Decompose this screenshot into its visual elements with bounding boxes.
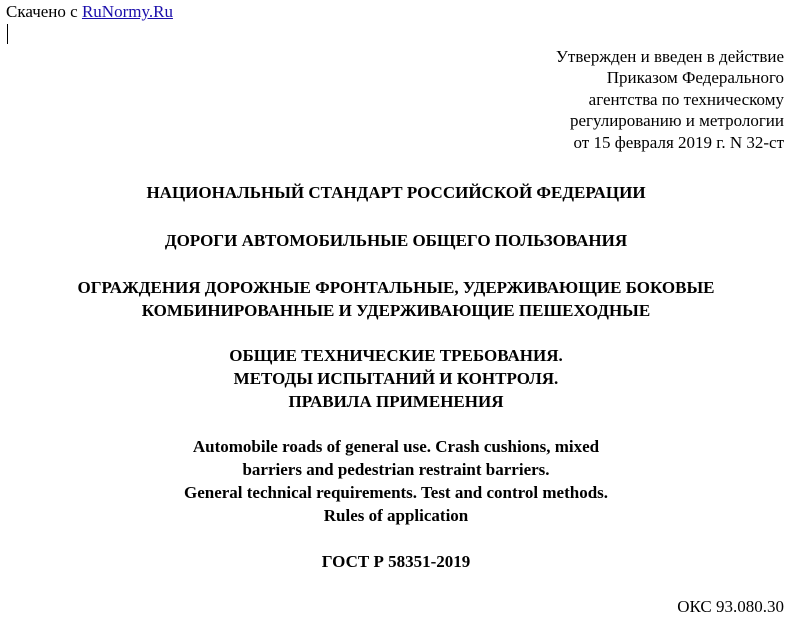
approval-line: агентства по техническому (588, 89, 784, 109)
standard-heading (0, 181, 792, 204)
approval-line: Приказом Федерального (606, 68, 784, 88)
roads-heading (0, 229, 792, 252)
barriers-heading-line: ОГРАЖДЕНИЯ ДОРОЖНЫЕ ФРОНТАЛЬНЫЕ, УДЕРЖИВАЮЩИЕ БОКОВЫЕ (77, 278, 715, 297)
approval-line: от 15 февраля 2019 г. N 32-ст (573, 132, 784, 152)
barriers-heading-line: КОМБИНИРОВАННЫЕ И УДЕРЖИВАЮЩИЕ ПЕШЕХОДНЫЕ (141, 301, 651, 320)
english-title-line: Automobile roads of general use. Crash cushions, mixed (192, 437, 600, 456)
source-link[interactable]: RuNormy.Ru (81, 2, 173, 21)
approval-block (556, 46, 784, 153)
requirements-heading (0, 344, 792, 413)
barriers-heading (0, 276, 792, 322)
requirements-heading-line: ОБЩИЕ ТЕХНИЧЕСКИЕ ТРЕБОВАНИЯ. (229, 346, 563, 365)
english-title-line: General technical requirements. Test and control methods. (183, 483, 609, 502)
gost-number-text: ГОСТ Р 58351-2019 (321, 552, 471, 571)
source-prefix: Скачено с (6, 2, 78, 21)
gost-number (0, 550, 792, 573)
approval-line: регулированию и метрологии (569, 111, 784, 131)
requirements-heading-line: МЕТОДЫ ИСПЫТАНИЙ И КОНТРОЛЯ. (233, 369, 559, 388)
source-line (6, 2, 173, 22)
english-title-line: barriers and pedestrian restraint barriers. (242, 460, 550, 479)
english-title-line: Rules of application (323, 506, 469, 525)
text-cursor (7, 24, 8, 44)
standard-heading-text: НАЦИОНАЛЬНЫЙ СТАНДАРТ РОССИЙСКОЙ ФЕДЕРАЦИИ (146, 183, 646, 202)
oks-code: ОКС 93.080.30 (677, 597, 784, 616)
requirements-heading-line: ПРАВИЛА ПРИМЕНЕНИЯ (288, 392, 504, 411)
english-title (0, 435, 792, 527)
approval-line: Утвержден и введен в действие (555, 47, 784, 66)
roads-heading-text: ДОРОГИ АВТОМОБИЛЬНЫЕ ОБЩЕГО ПОЛЬЗОВАНИЯ (164, 231, 628, 250)
